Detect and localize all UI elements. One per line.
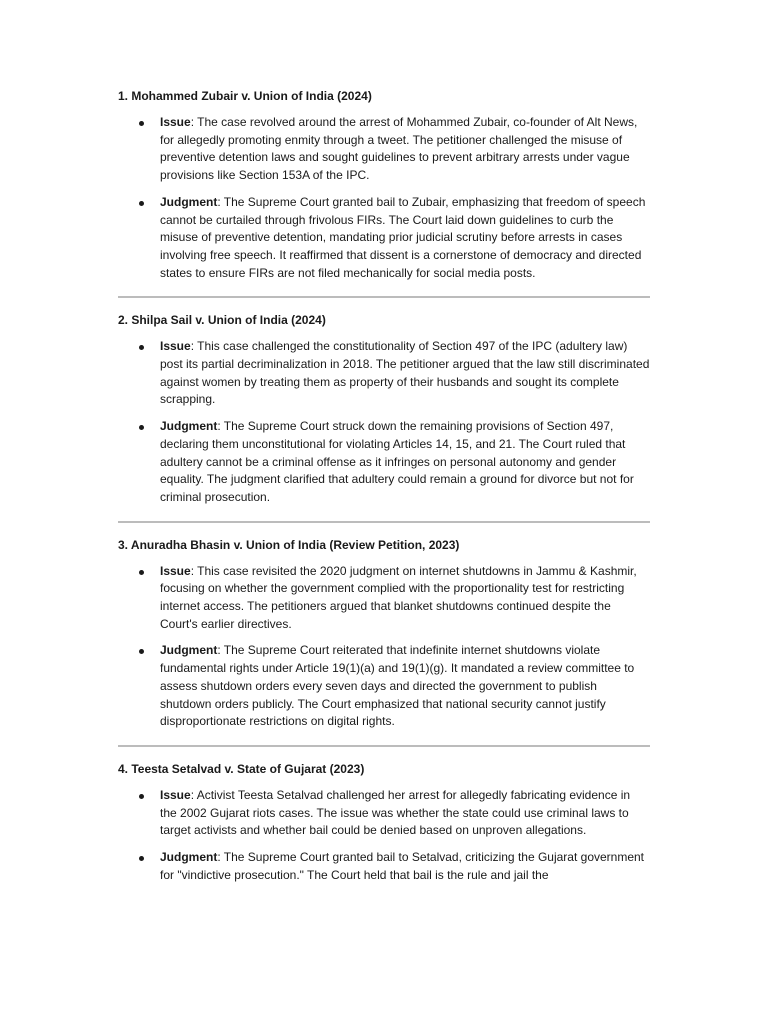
issue-label: Issue	[160, 339, 191, 354]
issue-text: : This case challenged the constitutionality of Section 497 of the IPC (adultery law) post its partial decriminalization in 2018. The petitioner argued that the law still discriminated against women by treating them as property of their husbands and sought its complete scrapping.	[160, 339, 650, 407]
judgment-text: : The Supreme Court granted bail to Setalvad, criticizing the Gujarat government for "vindictive prosecution." The Court held that bail is the rule and jail the	[160, 850, 645, 882]
judgment-text: : The Supreme Court struck down the remaining provisions of Section 497, declaring them unconstitutional for violating Articles 14, 15, and 21. The Court ruled that adultery cannot be a criminal offense as it infringes on personal autonomy and gender equality. The judgment clarified that adultery could remain a ground for divorce but not for criminal prosecution.	[160, 419, 634, 504]
issue-bullet	[118, 787, 650, 840]
judgment-bullet	[118, 642, 650, 731]
case-title: 4. Teesta Setalvad v. State of Gujarat (2023)	[118, 761, 365, 776]
judgment-text: : The Supreme Court reiterated that indefinite internet shutdowns violate fundamental rights under Article 19(1)(a) and 19(1)(g). It mandated a review committee to assess shutdown orders every seven days and directed the government to publish shutdown orders publicly. The Court emphasized that national security cannot justify disproportionate restrictions on digital rights.	[160, 643, 635, 729]
issue-bullet	[118, 338, 650, 409]
issue-bullet	[118, 563, 650, 634]
judgment-label: Judgment	[160, 194, 218, 209]
judgment-label: Judgment	[160, 850, 218, 865]
case-section-1	[118, 88, 650, 282]
case-title: 3. Anuradha Bhasin v. Union of India (Review Petition, 2023)	[118, 537, 460, 552]
issue-text: : This case revisited the 2020 judgment on internet shutdowns in Jammu & Kashmir, focusing on whether the government complied with the proportionality test for restricting internet access. The petitioners argued that blanket shutdowns continued despite the Court's earlier directives.	[160, 563, 637, 631]
case-title: 1. Mohammed Zubair v. Union of India (2024)	[118, 89, 372, 103]
issue-label: Issue	[160, 563, 191, 578]
case-section-2	[118, 312, 650, 506]
issue-label: Issue	[160, 787, 191, 802]
section-divider	[118, 296, 650, 298]
case-bullet-list	[118, 563, 650, 731]
judgment-label: Judgment	[160, 419, 218, 434]
case-bullet-list	[118, 114, 650, 282]
judgment-bullet	[118, 418, 650, 507]
judgment-text: : The Supreme Court granted bail to Zubair, emphasizing that freedom of speech cannot be curtailed through frivolous FIRs. The Court laid down guidelines to curb the misuse of preventive detention, mandating prior judicial scrutiny before arrests in cases involving free speech. It reaffirmed that dissent is a cornerstone of democracy and directed states to ensure FIRs are not filed mechanically for social media posts.	[160, 194, 646, 280]
issue-text: : Activist Teesta Setalvad challenged her arrest for allegedly fabricating evidence in the 2002 Gujarat riots cases. The issue was whether the state could use criminal laws to target activists and whether bail could be denied based on unproven allegations.	[160, 787, 631, 838]
judgment-label: Judgment	[160, 643, 218, 658]
case-bullet-list	[118, 787, 650, 885]
issue-text: : The case revolved around the arrest of Mohammed Zubair, co-founder of Alt News, for allegedly promoting enmity through a tweet. The petitioner challenged the misuse of preventive detention laws and sought guidelines to prevent arbitrary arrests under vague provisions like Section 153A of the IPC.	[160, 115, 638, 183]
issue-label: Issue	[160, 115, 191, 129]
case-section-4	[118, 761, 650, 885]
case-section-3	[118, 537, 650, 731]
case-bullet-list	[118, 338, 650, 506]
section-divider	[118, 521, 650, 523]
case-title: 2. Shilpa Sail v. Union of India (2024)	[118, 313, 326, 328]
issue-bullet	[118, 114, 650, 185]
judgment-bullet	[118, 849, 650, 884]
judgment-bullet	[118, 194, 650, 283]
section-divider	[118, 745, 650, 747]
